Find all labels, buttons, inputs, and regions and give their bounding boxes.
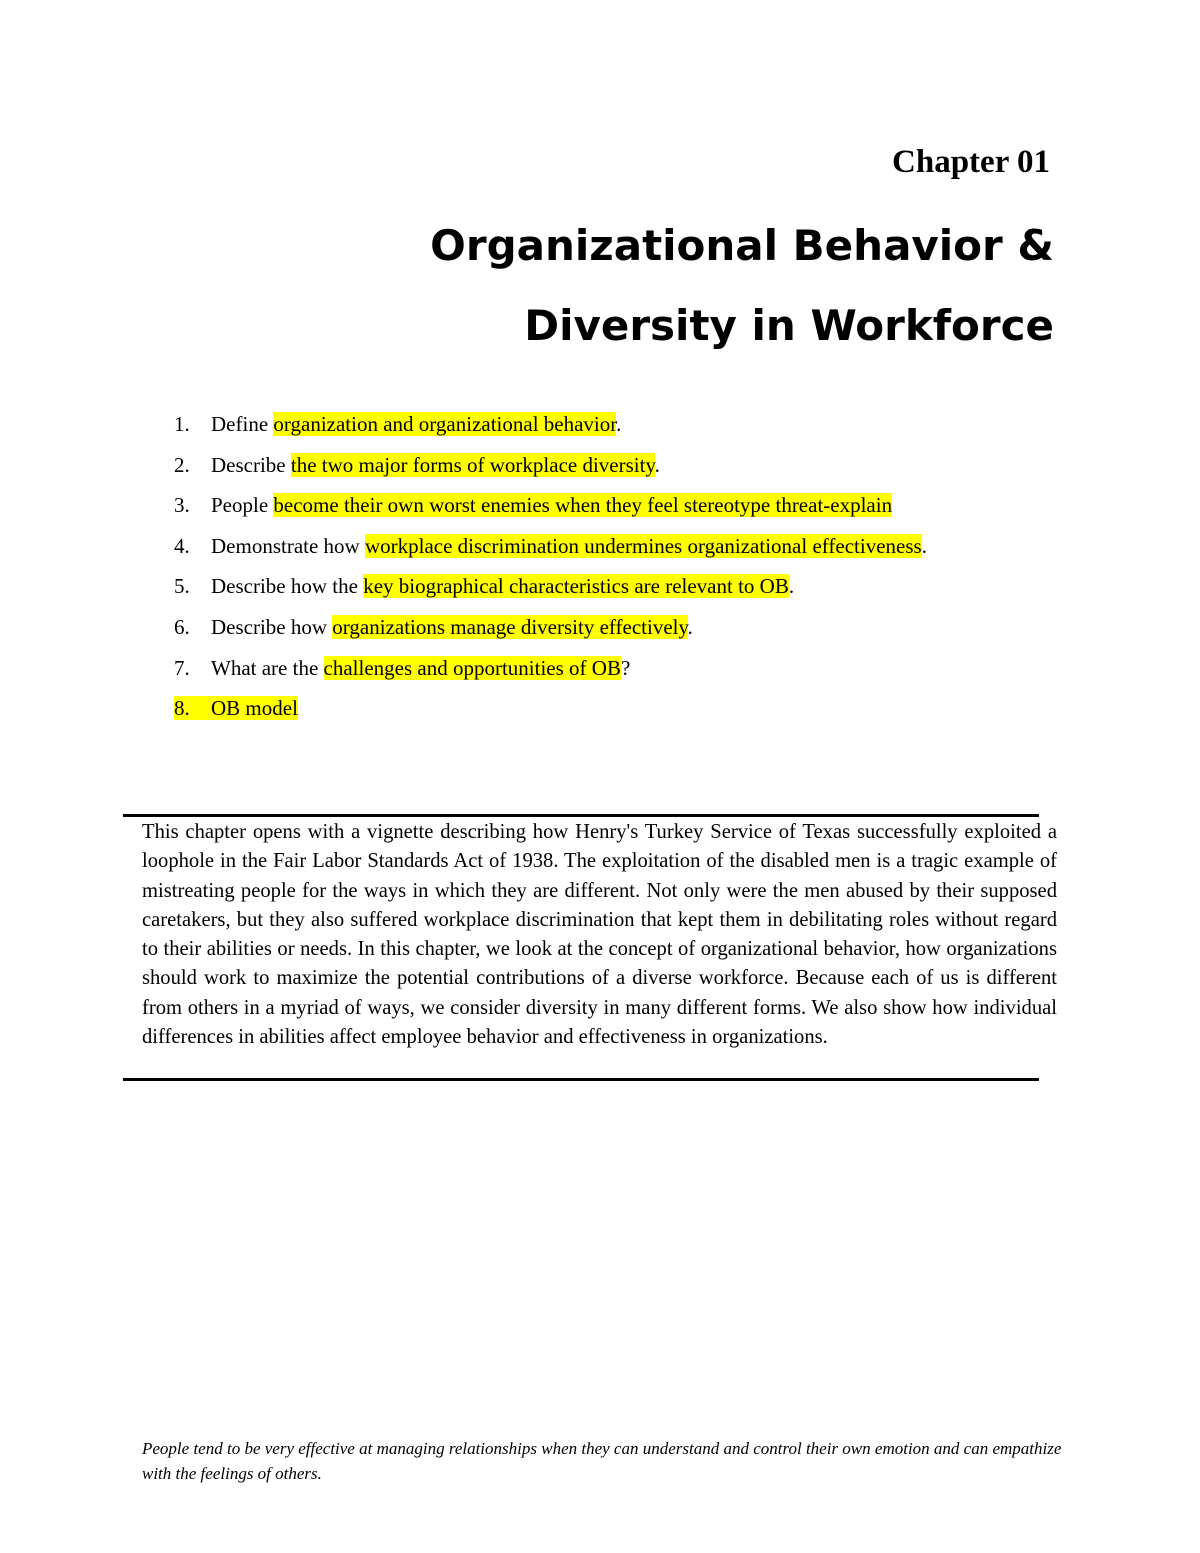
title-line-2: Diversity in Workforce: [524, 301, 1054, 350]
objective-item-3: [174, 485, 1074, 526]
objective-text: OB model: [211, 696, 298, 721]
objective-number: 4.: [174, 533, 190, 558]
objective-item-1: [174, 404, 1074, 445]
objective-item-8: [174, 688, 1074, 729]
objective-text: Describe: [211, 452, 291, 477]
objective-number: 7.: [174, 655, 190, 680]
objective-punctuation: .: [654, 452, 660, 477]
footer-quote: People tend to be very effective at managing relationships when they can understand and control their own emotion and can empathize with the feelings of others.: [142, 1439, 1062, 1483]
objective-item-4: [174, 526, 1074, 567]
objective-text: What are the: [211, 655, 324, 680]
objective-text: Describe how the: [211, 574, 364, 599]
objective-text: Demonstrate how: [211, 533, 365, 558]
objective-highlight: key biographical characteristics are relevant to OB: [363, 574, 789, 599]
objective-punctuation: .: [788, 574, 795, 599]
objective-punctuation: .: [687, 614, 693, 639]
summary-bottom-rule: [123, 1078, 1039, 1081]
objective-text: People: [211, 493, 274, 518]
objective-number: 5.: [174, 574, 190, 599]
objective-number: 2.: [174, 452, 190, 477]
objective-number: 6.: [174, 614, 190, 639]
chapter-summary-box: [123, 814, 1057, 1082]
chapter-summary: This chapter opens with a vignette describing how Henry's Turkey Service of Texas successfully exploited a loophole in the Fair Labor Standards Act of 1938. The exploitation of the disabled men is a tragic example of mistreating people for the ways in which they are different. Not only were the men abused by their supposed caretakers, but they also suffered workplace discrimination that kept them in debilitating roles without regard to their abilities or needs. In this chapter, we look at the concept of organizational behavior, how organizations should work to maximize the potential contributions of a diverse workforce. Because each of us is different from others in a myriad of ways, we consider diversity in many different forms. We also show how individual differences in abilities affect employee behavior and effectiveness in organizations.: [142, 821, 1057, 1049]
objective-punctuation: ?: [620, 655, 631, 680]
objective-number: 8.: [174, 696, 190, 721]
learning-objectives-list: [174, 404, 1074, 729]
chapter-label: Chapter 01: [892, 144, 1050, 180]
objective-text: Describe how: [211, 614, 333, 639]
objective-highlight-full: [174, 696, 298, 720]
objective-number: 1.: [174, 412, 190, 436]
summary-top-rule: [123, 814, 1039, 817]
objective-punctuation: .: [616, 412, 622, 436]
objective-number: 3.: [174, 493, 190, 518]
objective-text: Define: [211, 412, 274, 436]
objective-item-5: [174, 566, 1074, 607]
title-line-1: Organizational Behavior &: [430, 221, 1054, 270]
objective-highlight: organizations manage diversity effectively: [332, 614, 688, 639]
objective-item-6: [174, 607, 1074, 648]
objective-highlight: organization and organizational behavior: [273, 412, 617, 436]
page-title: [430, 206, 1054, 366]
objective-item-2: [174, 445, 1074, 486]
objective-highlight: become their own worst enemies when they feel stereotype threat-explain: [273, 493, 893, 518]
objective-highlight: challenges and opportunities of OB: [323, 655, 621, 680]
objective-highlight: workplace discrimination undermines organizational effectiveness: [364, 533, 922, 558]
objective-item-7: [174, 648, 1074, 689]
objective-punctuation: .: [921, 533, 927, 558]
objective-highlight: the two major forms of workplace diversity: [290, 452, 655, 477]
